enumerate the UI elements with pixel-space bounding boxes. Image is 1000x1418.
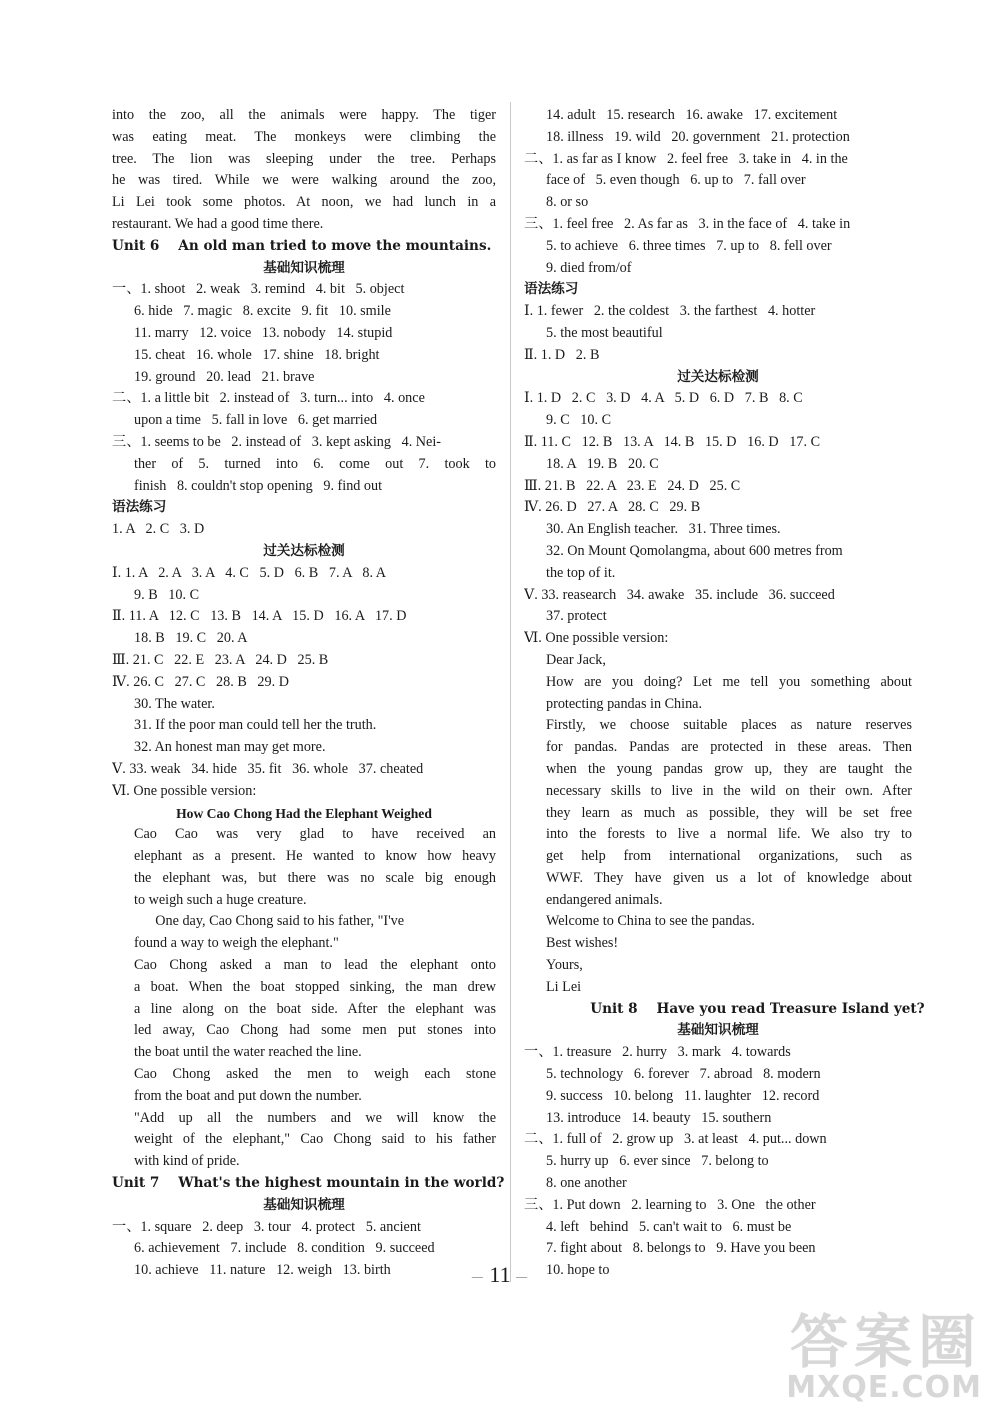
text-line: 一、1. square 2. deep 3. tour 4. protect 5. ancient xyxy=(112,1218,421,1235)
text-line: Cao Cao was very glad to have received an xyxy=(134,826,496,843)
text-line: How are you doing? Let me tell you something about xyxy=(546,673,912,690)
section-heading: 基础知识梳理 xyxy=(263,1196,345,1213)
column-divider xyxy=(510,102,511,1282)
text-line: was eating meat. The monkeys were climbing the xyxy=(112,128,496,145)
text-line: from the boat and put down the number. xyxy=(134,1087,362,1104)
text-line: a line along on the boat side. After the elephant was xyxy=(134,1000,496,1017)
text-line: weight of the elephant," Cao Chong said to his father xyxy=(134,1131,496,1148)
text-line: with kind of pride. xyxy=(134,1153,240,1170)
watermark-url: MXQE.COM xyxy=(786,1370,982,1405)
text-line: 31. If the poor man could tell her the truth. xyxy=(134,717,377,734)
page-dash-right: — xyxy=(516,1270,529,1283)
text-line: Li Lei took some photos. At noon, we had lunch in a xyxy=(112,194,496,211)
text-line: the elephant was, but there was no scale big enough xyxy=(134,869,496,886)
text-line: Ⅰ. 1. D 2. C 3. D 4. A 5. D 6. D 7. B 8. C xyxy=(524,390,803,407)
text-line: led away, Cao Chong had some men put stones into xyxy=(134,1022,496,1039)
text-line: Ⅳ. 26. D 27. A 28. C 29. B xyxy=(524,499,701,516)
text-line: elephant as a present. He wanted to know how heavy xyxy=(134,848,496,865)
text-line: 1. A 2. C 3. D xyxy=(112,521,205,538)
text-line: the boat until the water reached the line. xyxy=(134,1044,362,1061)
text-line: the top of it. xyxy=(546,564,616,581)
text-line: tree. The lion was sleeping under the tree. Perhaps xyxy=(112,150,496,167)
section-heading: 基础知识梳理 xyxy=(263,259,345,276)
text-line: Ⅲ. 21. B 22. A 23. E 24. D 25. C xyxy=(524,477,741,494)
text-line: 8. one another xyxy=(546,1175,627,1192)
text-line: 15. cheat 16. whole 17. shine 18. bright xyxy=(134,346,380,363)
text-line: 11. marry 12. voice 13. nobody 14. stupid xyxy=(134,324,393,341)
text-line: 5. hurry up 6. ever since 7. belong to xyxy=(546,1153,769,1170)
text-line: when the young pandas grow up, they are taught the xyxy=(546,760,912,777)
text-line: 18. illness 19. wild 20. government 21. protection xyxy=(546,128,850,145)
text-line: 19. ground 20. lead 21. brave xyxy=(134,368,315,385)
text-line: 30. An English teacher. 31. Three times. xyxy=(546,521,781,538)
unit-heading: Unit 6 An old man tried to move the mountains. xyxy=(112,237,492,254)
text-line: to weigh such a huge creature. xyxy=(134,891,307,908)
text-line: "Add up all the numbers and we will know the xyxy=(134,1109,496,1126)
text-line: Cao Chong asked the men to weigh each stone xyxy=(134,1066,496,1083)
text-line: 8. or so xyxy=(546,194,589,211)
text-line: into the zoo, all the animals were happy. The tiger xyxy=(112,107,496,123)
text-line: Cao Chong asked a man to lead the elephant onto xyxy=(134,957,496,974)
left-column xyxy=(112,105,505,1282)
text-line: ther of 5. turned into 6. come out 7. took to xyxy=(134,455,496,472)
text-line: 32. An honest man may get more. xyxy=(134,739,326,756)
text-line: endangered animals. xyxy=(546,891,663,908)
section-heading: 基础知识梳理 xyxy=(677,1022,759,1039)
text-line: get help from international organizations, such as xyxy=(546,848,912,865)
text-line: 30. The water. xyxy=(134,695,215,712)
text-line: 37. protect xyxy=(546,608,607,625)
text-line: found a way to weigh the elephant." xyxy=(134,935,339,952)
text-line: 32. On Mount Qomolangma, about 600 metres from xyxy=(546,542,843,559)
text-line: Ⅰ. 1. A 2. A 3. A 4. C 5. D 6. B 7. A 8. A xyxy=(112,564,387,581)
text-line: necessary skills to live in the wild on their own. After xyxy=(546,782,912,799)
text-line: Ⅳ. 26. C 27. C 28. B 29. D xyxy=(112,673,289,690)
subsection-heading: 语法练习 xyxy=(524,281,579,298)
text-line: he was tired. While we were walking around the zoo, xyxy=(112,172,496,189)
text-line: Ⅲ. 21. C 22. E 23. A 24. D 25. B xyxy=(112,651,329,668)
section-heading: 过关达标检测 xyxy=(263,542,345,559)
text-line: Yours, xyxy=(546,957,583,974)
watermark xyxy=(786,1308,982,1405)
text-line: Dear Jack, xyxy=(546,651,606,668)
text-line: Ⅱ. 11. A 12. C 13. B 14. A 15. D 16. A 17. D xyxy=(112,608,407,625)
text-line: 5. to achieve 6. three times 7. up to 8. fell over xyxy=(546,237,832,254)
text-line: Ⅱ. 11. C 12. B 13. A 14. B 15. D 16. D 17. C xyxy=(524,433,821,450)
text-line: 9. C 10. C xyxy=(546,412,612,429)
text-line: Best wishes! xyxy=(546,935,619,952)
text-line: a boat. When the boat stopped sinking, the man drew xyxy=(134,978,496,995)
text-line: for pandas. Pandas are protected in these areas. Then xyxy=(546,739,912,756)
text-line: Ⅴ. 33. reasearch 34. awake 35. include 36. succeed xyxy=(524,586,835,603)
text-line: 一、1. shoot 2. weak 3. remind 4. bit 5. object xyxy=(112,281,405,298)
page-dash-left: — xyxy=(471,1270,484,1283)
watermark-logo: 答案圈 xyxy=(789,1308,982,1376)
text-line: Ⅵ. One possible version: xyxy=(112,782,257,799)
text-line: 4. left behind 5. can't wait to 6. must be xyxy=(546,1218,792,1235)
unit-heading: Unit 7 What's the highest mountain in the world? xyxy=(112,1175,505,1192)
text-line: 6. achievement 7. include 8. condition 9. succeed xyxy=(134,1240,435,1257)
text-line: Ⅰ. 1. fewer 2. the coldest 3. the farthest 4. hotter xyxy=(524,303,816,320)
text-line: 一、1. treasure 2. hurry 3. mark 4. towards xyxy=(524,1044,791,1061)
text-line: 14. adult 15. research 16. awake 17. excitement xyxy=(546,107,838,123)
text-line: Welcome to China to see the pandas. xyxy=(546,913,755,930)
text-line: 9. B 10. C xyxy=(134,586,200,603)
text-line: WWF. They have given us a lot of knowledge about xyxy=(546,869,912,886)
text-line: finish 8. couldn't stop opening 9. find out xyxy=(134,477,383,494)
text-line: Ⅱ. 1. D 2. B xyxy=(524,346,600,363)
unit-heading: Unit 8 Have you read Treasure Island yet? xyxy=(524,1000,925,1017)
text-line: face of 5. even though 6. up to 7. fall over xyxy=(546,172,806,189)
text-line: upon a time 5. fall in love 6. get married xyxy=(134,412,378,429)
text-line: 9. success 10. belong 11. laughter 12. record xyxy=(546,1087,820,1104)
text-line: 三、1. seems to be 2. instead of 3. kept asking 4. Nei- xyxy=(112,433,442,450)
text-line: Li Lei xyxy=(546,978,582,995)
text-line: Ⅴ. 33. weak 34. hide 35. fit 36. whole 37. cheated xyxy=(112,760,424,777)
text-line: Firstly, we choose suitable places as nature reserves xyxy=(546,717,912,734)
page-number xyxy=(0,1262,1000,1288)
text-line: 二、1. full of 2. grow up 3. at least 4. put... down xyxy=(524,1131,827,1148)
right-column xyxy=(524,105,925,1282)
text-line: 6. hide 7. magic 8. excite 9. fit 10. smile xyxy=(134,303,391,320)
text-line: they learn as much as possible, they will be set free xyxy=(546,804,912,821)
page-number-text: 11 xyxy=(489,1262,511,1287)
text-line: protecting pandas in China. xyxy=(546,695,703,712)
text-line: 5. technology 6. forever 7. abroad 8. modern xyxy=(546,1066,821,1083)
text-line: 18. A 19. B 20. C xyxy=(546,455,659,472)
text-line: One day, Cao Chong said to his father, "I've xyxy=(134,913,405,930)
text-line: Ⅵ. One possible version: xyxy=(524,630,669,647)
text-line: 7. fight about 8. belongs to 9. Have you been xyxy=(546,1240,816,1257)
text-line: 13. introduce 14. beauty 15. southern xyxy=(546,1109,772,1126)
text-line: 18. B 19. C 20. A xyxy=(134,630,248,647)
text-line: 9. died from/of xyxy=(546,259,632,276)
subsection-heading: 语法练习 xyxy=(112,499,167,516)
section-heading: 过关达标检测 xyxy=(677,368,759,385)
text-line: 5. the most beautiful xyxy=(546,324,663,341)
text-line: 二、1. a little bit 2. instead of 3. turn... into 4. once xyxy=(112,390,425,407)
text-line: restaurant. We had a good time there. xyxy=(112,215,324,232)
text-line: 三、1. feel free 2. As far as 3. in the face of 4. take in xyxy=(524,215,851,232)
text-line: 三、1. Put down 2. learning to 3. One the other xyxy=(524,1196,816,1213)
text-line: 二、1. as far as I know 2. feel free 3. take in 4. in the xyxy=(524,150,848,167)
text-line: into the forests to live a normal life. We also try to xyxy=(546,826,912,843)
essay-title: How Cao Chong Had the Elephant Weighed xyxy=(176,805,432,821)
text-line: 10. achieve 11. nature 12. weigh 13. birth xyxy=(134,1262,391,1279)
text-line: 10. hope to xyxy=(546,1262,610,1279)
